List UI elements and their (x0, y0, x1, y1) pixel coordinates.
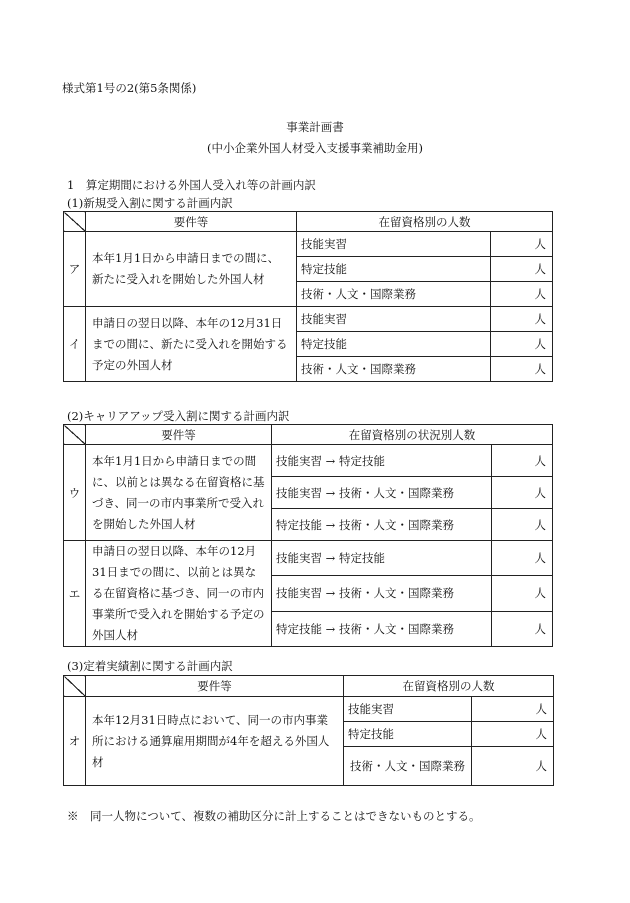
section-heading: 1 算定期間における外国人受入れ等の計画内訳 (67, 178, 316, 192)
status-label: 特定技能 (297, 257, 491, 282)
count-cell[interactable]: 人 (491, 257, 553, 282)
count-cell[interactable]: 人 (491, 282, 553, 307)
header-counts: 在留資格別の人数 (344, 676, 554, 697)
requirement-text: 申請日の翌日以降、本年の12月31日までの間に、以前とは異なる在留資格に基づき、同一の市内事業所で受入れを開始する予定の外国人材 (86, 541, 272, 647)
requirement-text: 本年12月31日時点において、同一の市内事業所における通算雇用期間が4年を超える外国人材 (86, 697, 344, 786)
status-label: 技術・人文・国際業務 (297, 282, 491, 307)
status-label: 技能実習 (344, 697, 472, 722)
count-cell[interactable]: 人 (492, 541, 553, 576)
requirement-text: 本年1月1日から申請日までの間に、以前とは異なる在留資格に基づき、同一の市内事業所で受入れを開始した外国人材 (86, 445, 272, 541)
table3-heading: (3)定着実績割に関する計画内訳 (67, 659, 233, 673)
row-mark: エ (64, 541, 86, 647)
status-label: 特定技能 (344, 722, 472, 747)
header-requirements: 要件等 (86, 425, 272, 445)
status-label: 技術・人文・国際業務 (344, 747, 472, 786)
count-cell[interactable]: 人 (472, 722, 554, 747)
count-cell[interactable]: 人 (491, 232, 553, 257)
form-label: 様式第1号の2(第5条関係) (62, 81, 197, 95)
header-counts: 在留資格別の状況別人数 (272, 425, 553, 445)
table1 (63, 211, 553, 382)
corner-diagonal (64, 425, 86, 445)
header-requirements: 要件等 (86, 676, 344, 697)
count-cell[interactable]: 人 (472, 697, 554, 722)
row-mark: オ (64, 697, 86, 786)
status-transition-label: 技能実習 → 特定技能 (272, 445, 492, 477)
table3 (63, 675, 554, 786)
count-cell[interactable]: 人 (491, 307, 553, 332)
count-cell[interactable]: 人 (491, 332, 553, 357)
status-label: 技術・人文・国際業務 (297, 357, 491, 382)
row-mark: ウ (64, 445, 86, 541)
table2-heading: (2)キャリアアップ受入割に関する計画内訳 (67, 409, 290, 423)
header-requirements: 要件等 (86, 212, 297, 232)
table1-heading: (1)新規受入割に関する計画内訳 (67, 196, 233, 210)
header-counts: 在留資格別の人数 (297, 212, 553, 232)
row-mark: ア (64, 232, 86, 307)
status-transition-label: 技能実習 → 技術・人文・国際業務 (272, 576, 492, 611)
document-title: 事業計画書 (286, 120, 344, 134)
status-label: 特定技能 (297, 332, 491, 357)
count-cell[interactable]: 人 (491, 357, 553, 382)
count-cell[interactable]: 人 (472, 747, 554, 786)
requirement-text: 申請日の翌日以降、本年の12月31日までの間に、新たに受入れを開始する予定の外国人材 (86, 307, 297, 382)
count-cell[interactable]: 人 (492, 611, 553, 646)
table2 (63, 424, 553, 647)
count-cell[interactable]: 人 (492, 576, 553, 611)
count-cell[interactable]: 人 (492, 509, 553, 541)
row-mark: イ (64, 307, 86, 382)
count-cell[interactable]: 人 (492, 445, 553, 477)
status-transition-label: 特定技能 → 技術・人文・国際業務 (272, 509, 492, 541)
status-label: 技能実習 (297, 232, 491, 257)
corner-diagonal (64, 212, 86, 232)
status-transition-label: 特定技能 → 技術・人文・国際業務 (272, 611, 492, 646)
requirement-text: 本年1月1日から申請日までの間に、新たに受入れを開始した外国人材 (86, 232, 297, 307)
corner-diagonal (64, 676, 86, 697)
status-transition-label: 技能実習 → 技術・人文・国際業務 (272, 477, 492, 509)
status-label: 技能実習 (297, 307, 491, 332)
count-cell[interactable]: 人 (492, 477, 553, 509)
document-subtitle: (中小企業外国人材受入支援事業補助金用) (207, 141, 423, 155)
status-transition-label: 技能実習 → 特定技能 (272, 541, 492, 576)
footnote: ※ 同一人物について、複数の補助区分に計上することはできないものとする。 (67, 809, 481, 823)
